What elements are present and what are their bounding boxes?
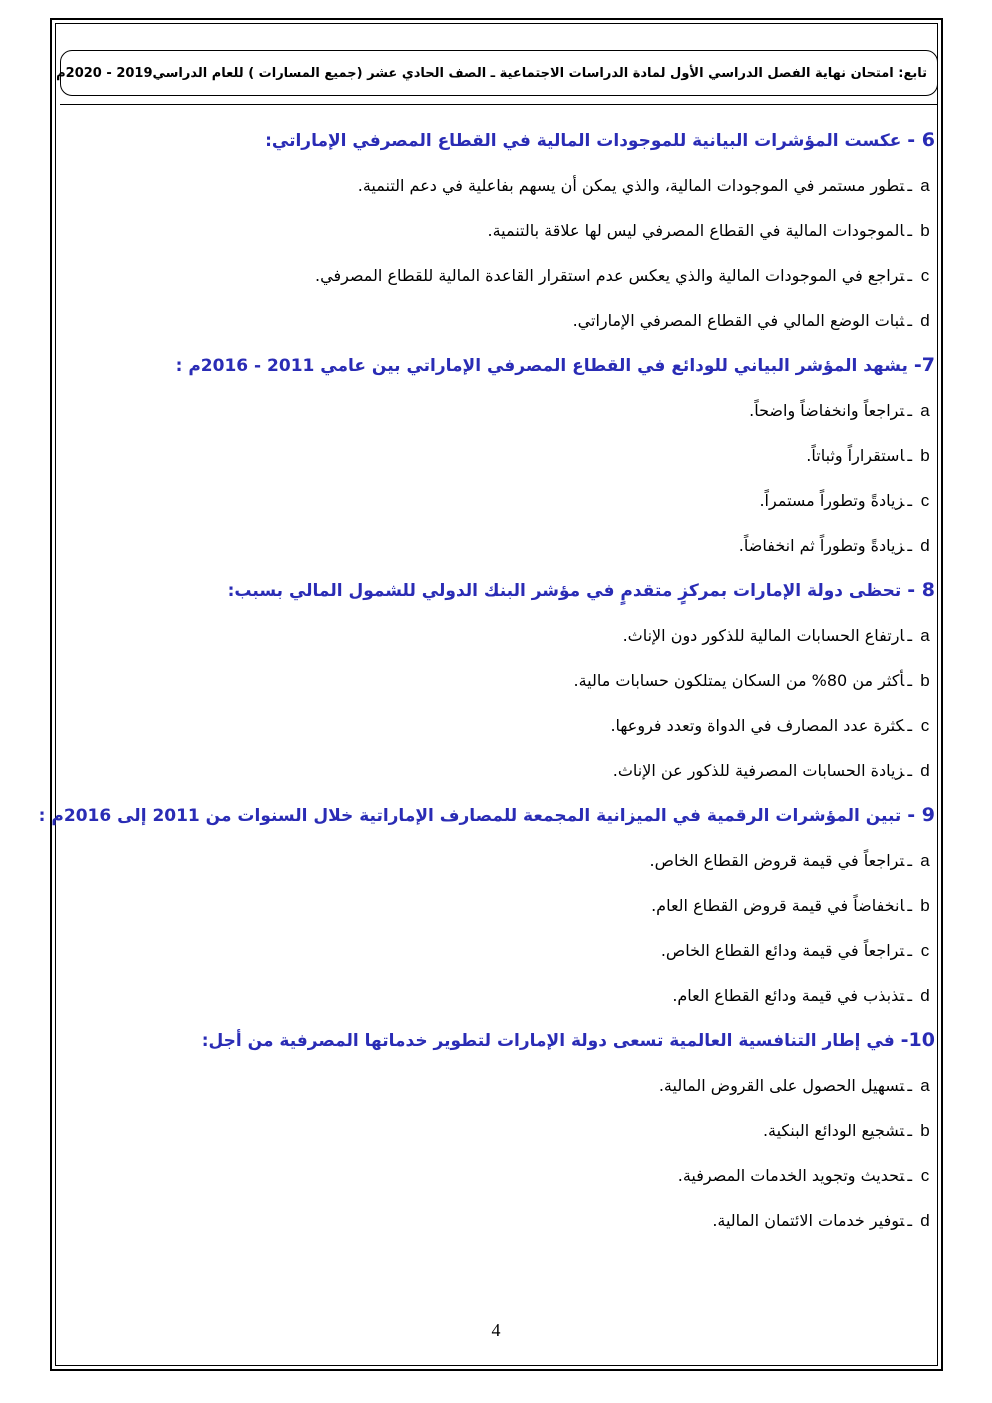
option-c: cـتحديث وتجويد الخدمات المصرفية. bbox=[95, 1153, 935, 1198]
option-letter: b bbox=[920, 221, 930, 240]
option-d: dـتذبذب في قيمة ودائع القطاع العام. bbox=[95, 973, 935, 1018]
option-b: bـاستقراراً وثباتاً. bbox=[95, 433, 935, 478]
option-letter: c bbox=[920, 266, 930, 285]
question-number: 8 - bbox=[907, 579, 935, 601]
question-heading bbox=[38, 793, 935, 838]
option-letter: c bbox=[920, 1166, 930, 1185]
option-text: أكثر من 80% من السكان يمتلكون حسابات مالية. bbox=[573, 671, 905, 690]
option-text: تذبذب في قيمة ودائع القطاع العام. bbox=[672, 986, 905, 1005]
option-letter: d bbox=[920, 536, 930, 555]
option-text: زيادةً وتطوراً ثم انخفاضاً. bbox=[738, 536, 905, 555]
question-text: عكست المؤشرات البيانية للموجودات المالية في القطاع المصرفي الإماراتي: bbox=[265, 131, 902, 151]
option-letter: c bbox=[920, 941, 930, 960]
option-letter: b bbox=[920, 446, 930, 465]
option-text: تطور مستمر في الموجودات المالية، والذي يمكن أن يسهم بفاعلية في دعم التنمية. bbox=[357, 176, 905, 195]
option-letter: c bbox=[920, 491, 930, 510]
question-number: 7- bbox=[913, 354, 935, 376]
option-text: تراجعاً في قيمة ودائع القطاع الخاص. bbox=[660, 941, 905, 960]
option-letter: b bbox=[920, 1121, 930, 1140]
question-9 bbox=[38, 793, 935, 1018]
option-text: زيادةً وتطوراً مستمراً. bbox=[759, 491, 905, 510]
option-a: aـتسهيل الحصول على القروض المالية. bbox=[95, 1063, 935, 1108]
option-b: bـالموجودات المالية في القطاع المصرفي ليس لها علاقة بالتنمية. bbox=[95, 208, 935, 253]
option-text: زيادة الحسابات المصرفية للذكور عن الإناث. bbox=[612, 761, 905, 780]
option-c: cـزيادةً وتطوراً مستمراً. bbox=[95, 478, 935, 523]
option-text: توفير خدمات الائتمان المالية. bbox=[712, 1211, 905, 1230]
question-text: في إطار التنافسية العالمية تسعى دولة الإمارات لتطوير خدماتها المصرفية من أجل: bbox=[201, 1031, 895, 1051]
option-text: تراجعاً في قيمة قروض القطاع الخاص. bbox=[649, 851, 905, 870]
question-heading bbox=[95, 343, 935, 388]
question-heading bbox=[95, 118, 935, 163]
exam-header-title: تابع: امتحان نهاية الفصل الدراسي الأول لمادة الدراسات الاجتماعية ـ الصف الحادي عشر (جميع المسارات ) للعام الدراسي2019 - 2020م bbox=[56, 65, 927, 81]
option-letter: b bbox=[920, 896, 930, 915]
option-a: aـارتفاع الحسابات المالية للذكور دون الإناث. bbox=[95, 613, 935, 658]
option-letter: a bbox=[920, 851, 930, 870]
question-8 bbox=[95, 568, 935, 793]
question-heading bbox=[95, 1018, 935, 1063]
option-letter: c bbox=[920, 716, 930, 735]
option-text: تشجيع الودائع البنكية. bbox=[762, 1121, 905, 1140]
question-number: 10- bbox=[900, 1029, 935, 1051]
option-letter: d bbox=[920, 1211, 930, 1230]
option-b: bـانخفاضاً في قيمة قروض القطاع العام. bbox=[95, 883, 935, 928]
option-letter: a bbox=[920, 626, 930, 645]
option-text: استقراراً وثباتاً. bbox=[806, 446, 905, 465]
option-d: dـتوفير خدمات الائتمان المالية. bbox=[95, 1198, 935, 1243]
option-letter: a bbox=[920, 176, 930, 195]
header-divider bbox=[60, 104, 938, 105]
option-a: aـتطور مستمر في الموجودات المالية، والذي يمكن أن يسهم بفاعلية في دعم التنمية. bbox=[95, 163, 935, 208]
page-number: 4 bbox=[491, 1320, 501, 1340]
option-letter: d bbox=[920, 311, 930, 330]
question-text: يشهد المؤشر البياني للودائع في القطاع المصرفي الإماراتي بين عامي 2011 - 2016م : bbox=[175, 356, 908, 376]
option-text: انخفاضاً في قيمة قروض القطاع العام. bbox=[651, 896, 905, 915]
question-heading bbox=[95, 568, 935, 613]
option-text: تراجعاً وانخفاضاً واضحاً. bbox=[749, 401, 905, 420]
option-c: cـكثرة عدد المصارف في الدواة وتعدد فروعها. bbox=[95, 703, 935, 748]
option-text: الموجودات المالية في القطاع المصرفي ليس لها علاقة بالتنمية. bbox=[487, 221, 905, 240]
option-text: تراجع في الموجودات المالية والذي يعكس عدم استقرار القاعدة المالية للقطاع المصرفي. bbox=[315, 266, 905, 285]
option-letter: d bbox=[920, 986, 930, 1005]
question-number: 9 - bbox=[907, 804, 935, 826]
question-text: تبين المؤشرات الرقمية في الميزانية المجمعة للمصارف الإماراتية خلال السنوات من 2011 إلى 2016م : bbox=[38, 806, 902, 826]
option-letter: a bbox=[920, 1076, 930, 1095]
question-text: تحظى دولة الإمارات بمركزٍ متقدمٍ في مؤشر البنك الدولي للشمول المالي بسبب: bbox=[227, 581, 902, 601]
option-letter: a bbox=[920, 401, 930, 420]
questions-section bbox=[38, 118, 935, 1243]
option-letter: d bbox=[920, 761, 930, 780]
option-text: ثبات الوضع المالي في القطاع المصرفي الإماراتي. bbox=[572, 311, 905, 330]
option-a: aـتراجعاً وانخفاضاً واضحاً. bbox=[95, 388, 935, 433]
option-c: cـتراجع في الموجودات المالية والذي يعكس عدم استقرار القاعدة المالية للقطاع المصرفي. bbox=[95, 253, 935, 298]
option-d: dـزيادة الحسابات المصرفية للذكور عن الإناث. bbox=[95, 748, 935, 793]
option-c: cـتراجعاً في قيمة ودائع القطاع الخاص. bbox=[95, 928, 935, 973]
option-text: تسهيل الحصول على القروض المالية. bbox=[658, 1076, 905, 1095]
question-10 bbox=[95, 1018, 935, 1243]
exam-header bbox=[56, 50, 938, 96]
question-6 bbox=[95, 118, 935, 343]
option-text: كثرة عدد المصارف في الدواة وتعدد فروعها. bbox=[610, 716, 905, 735]
option-text: تحديث وتجويد الخدمات المصرفية. bbox=[677, 1166, 905, 1185]
question-number: 6 - bbox=[907, 129, 935, 151]
option-d: dـزيادةً وتطوراً ثم انخفاضاً. bbox=[95, 523, 935, 568]
option-b: bـأكثر من 80% من السكان يمتلكون حسابات مالية. bbox=[95, 658, 935, 703]
option-text: ارتفاع الحسابات المالية للذكور دون الإناث. bbox=[622, 626, 905, 645]
option-b: bـتشجيع الودائع البنكية. bbox=[95, 1108, 935, 1153]
option-letter: b bbox=[920, 671, 930, 690]
option-a: aـتراجعاً في قيمة قروض القطاع الخاص. bbox=[95, 838, 935, 883]
question-7 bbox=[95, 343, 935, 568]
option-d: dـثبات الوضع المالي في القطاع المصرفي الإماراتي. bbox=[95, 298, 935, 343]
